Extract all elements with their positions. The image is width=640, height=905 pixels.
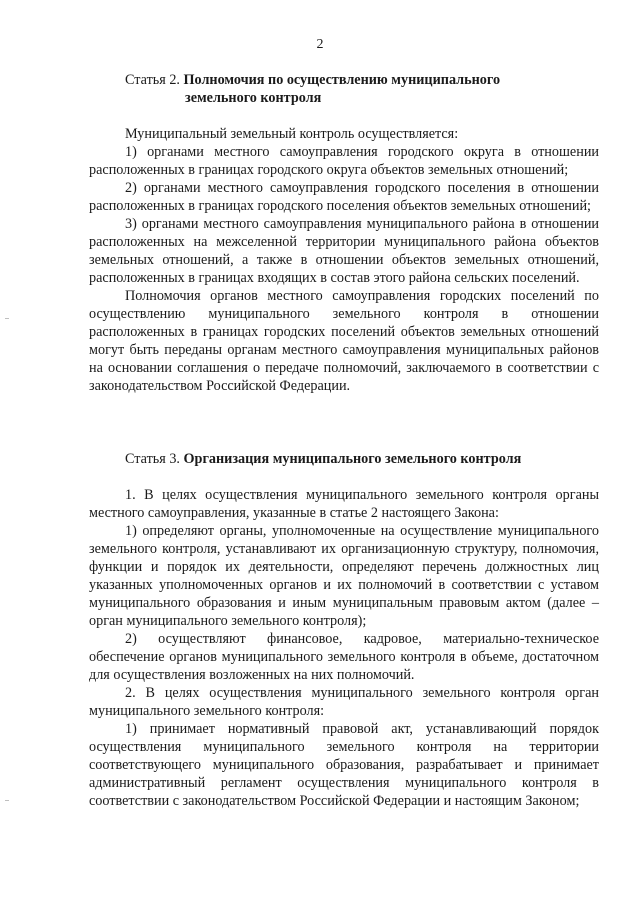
article-2-heading <box>89 71 599 89</box>
article-3-title: Организация муниципального земельного контроля <box>183 451 522 467</box>
article-3-label: Статья 3. <box>125 451 180 467</box>
article-2-intro: Муниципальный земельный контроль осуществляется: <box>125 126 459 142</box>
margin-mark <box>5 800 9 801</box>
article-3 <box>89 450 599 810</box>
article-3-heading <box>89 450 599 468</box>
article-3-p1-item-1: 1) определяют органы, уполномоченные на осуществление муниципального земельного контроля, устанавливают их организационную структуру, полномочия, функции и порядок их деятельности, определяют перечень должностных лиц указанных уполномоченных органов и их полномочий в соответствии с уставом муниципального образования и иным муниципальным правовым актом (далее – орган муниципального земельного контроля); <box>89 523 599 629</box>
article-2-title-cont: земельного контроля <box>185 90 322 106</box>
margin-mark <box>5 318 9 319</box>
page-number: 2 <box>316 37 324 52</box>
article-2-item-3: 3) органами местного самоуправления муниципального района в отношении расположенных на межселенной территории муниципального района объектов земельных отношений, а также в отношении объектов земельных отношений, расположенных в границах входящих в состав этого района сельских поселений. <box>89 216 599 286</box>
article-3-paragraph-1: 1. В целях осуществления муниципального земельного контроля органы местного самоуправления, указанные в статье 2 настоящего Закона: <box>89 487 599 521</box>
article-3-p2-item-1: 1) принимает нормативный правовой акт, устанавливающий порядок осуществления муниципального земельного контроля на территории соответствующего муниципального образования, разрабатывает и принимает административный регламент осуществления муниципального контроля в соответствии с законодательством Российской Федерации и настоящим Законом; <box>89 721 599 809</box>
article-2-closing: Полномочия органов местного самоуправления городских поселений по осуществлению муниципального земельного контроля в отношении расположенных в границах городских поселений объектов земельных отношений могут быть переданы органам местного самоуправления муниципальных районов на основании соглашения о передаче полномочий, заключаемого в соответствии с законодательством Российской Федерации. <box>89 288 599 394</box>
article-2-item-2: 2) органами местного самоуправления городского поселения в отношении расположенных в границах городского поселения объектов земельных отношений; <box>89 180 599 214</box>
article-3-paragraph-2: 2. В целях осуществления муниципального земельного контроля орган муниципального земельного контроля: <box>89 685 599 719</box>
article-2-title: Полномочия по осуществлению муниципального <box>183 72 501 88</box>
article-3-p1-item-2: 2) осуществляют финансовое, кадровое, материально-техническое обеспечение органов муниципального земельного контроля в объеме, достаточном для осуществления возложенных на них полномочий. <box>89 631 599 683</box>
article-2-label: Статья 2. <box>125 72 180 88</box>
article-2-item-1: 1) органами местного самоуправления городского округа в отношении расположенных в границах городского округа объектов земельных отношений; <box>89 144 599 178</box>
article-2 <box>89 71 599 395</box>
